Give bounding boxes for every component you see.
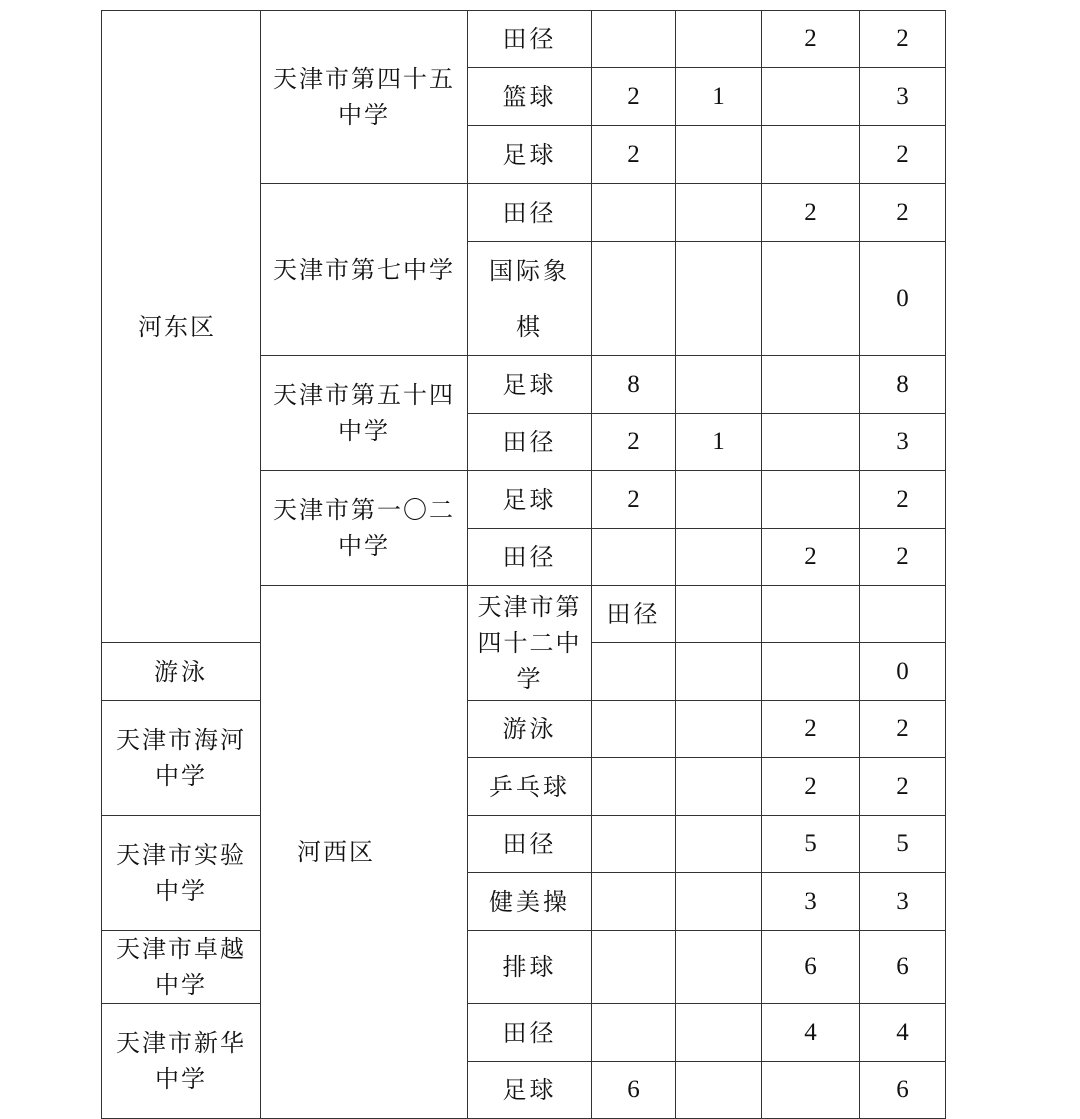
- total-cell: 2: [860, 701, 946, 758]
- count-cell-3: [762, 68, 860, 126]
- count-cell-1: [592, 931, 676, 1004]
- count-cell-2: [676, 529, 762, 586]
- sport-cell: 田径: [468, 414, 592, 471]
- table-row: [102, 816, 946, 873]
- total-cell: 8: [860, 356, 946, 414]
- count-cell-2: [676, 758, 762, 816]
- sport-cell: 田径: [468, 184, 592, 242]
- district-cell: 河西区: [261, 586, 468, 1119]
- sport-cell: 健美操: [468, 873, 592, 931]
- count-cell-1: 6: [592, 1062, 676, 1119]
- count-cell-1: [592, 184, 676, 242]
- sport-cell: 田径: [468, 816, 592, 873]
- total-cell: 3: [860, 414, 946, 471]
- count-cell-3: [762, 356, 860, 414]
- count-cell-3: [860, 586, 946, 643]
- school-name-cell: 天津市第五十四中学: [261, 356, 468, 471]
- count-cell-1: 8: [592, 356, 676, 414]
- total-cell: 3: [860, 68, 946, 126]
- school-name-cell: 天津市新华中学: [102, 1004, 261, 1119]
- school-name-cell: 天津市第七中学: [261, 184, 468, 356]
- school-name-cell: 天津市第四十五中学: [261, 11, 468, 184]
- count-cell-3: [762, 126, 860, 184]
- sport-cell: 田径: [468, 11, 592, 68]
- count-cell-1: [592, 11, 676, 68]
- table-row: [102, 1004, 946, 1062]
- school-name-cell: 天津市海河中学: [102, 701, 261, 816]
- total-cell: 4: [860, 1004, 946, 1062]
- total-cell: 0: [860, 643, 946, 701]
- count-cell-1: [592, 873, 676, 931]
- count-cell-1: [592, 701, 676, 758]
- count-cell-2: [676, 816, 762, 873]
- total-cell: 2: [860, 184, 946, 242]
- sport-cell: 足球: [468, 471, 592, 529]
- count-cell-3: 2: [762, 184, 860, 242]
- count-cell-3: [762, 242, 860, 356]
- total-cell: 6: [860, 931, 946, 1004]
- count-cell-2: [676, 126, 762, 184]
- count-cell-1: 2: [592, 414, 676, 471]
- count-cell-1: 2: [592, 126, 676, 184]
- total-cell: 2: [860, 758, 946, 816]
- count-cell-2: [676, 11, 762, 68]
- total-cell: 2: [860, 471, 946, 529]
- total-cell: 6: [860, 1062, 946, 1119]
- count-cell-1: 2: [592, 68, 676, 126]
- sport-cell: 田径: [592, 586, 676, 643]
- count-cell-3: 2: [762, 758, 860, 816]
- total-cell: 2: [860, 126, 946, 184]
- count-cell-2: [676, 1004, 762, 1062]
- sport-cell: 田径: [468, 529, 592, 586]
- count-cell-3: 2: [762, 529, 860, 586]
- sport-cell: 排球: [468, 931, 592, 1004]
- district-cell: 河东区: [102, 11, 261, 643]
- count-cell-3: 5: [762, 816, 860, 873]
- count-cell-3: 4: [762, 1004, 860, 1062]
- count-cell-2: [676, 356, 762, 414]
- count-cell-1: [592, 816, 676, 873]
- count-cell-1: [592, 242, 676, 356]
- count-cell-2: [676, 643, 762, 701]
- count-cell-1: [676, 586, 762, 643]
- count-cell-3: 6: [762, 931, 860, 1004]
- count-cell-1: 2: [592, 471, 676, 529]
- count-cell-2: [676, 931, 762, 1004]
- school-name-cell: 天津市第一〇二中学: [261, 471, 468, 586]
- count-cell-2: [676, 471, 762, 529]
- count-cell-2: 1: [676, 68, 762, 126]
- total-cell: 2: [860, 529, 946, 586]
- table-row: [102, 701, 946, 758]
- count-cell-2: [676, 701, 762, 758]
- total-cell: 3: [860, 873, 946, 931]
- count-cell-3: 3: [762, 873, 860, 931]
- count-cell-2: [676, 242, 762, 356]
- sport-cell: 游泳: [102, 643, 261, 701]
- sport-cell: 国际象棋: [468, 242, 592, 356]
- count-cell-1: [592, 1004, 676, 1062]
- sport-cell: 乒乓球: [468, 758, 592, 816]
- count-cell-2: [676, 873, 762, 931]
- count-cell-3: [762, 471, 860, 529]
- count-cell-1: [592, 643, 676, 701]
- count-cell-3: 2: [762, 701, 860, 758]
- count-cell-1: [592, 758, 676, 816]
- count-cell-2: 1: [676, 414, 762, 471]
- count-cell-2: [762, 586, 860, 643]
- count-cell-3: [762, 1062, 860, 1119]
- count-cell-3: [762, 643, 860, 701]
- total-cell: 2: [860, 11, 946, 68]
- table-row: [102, 931, 946, 1004]
- count-cell-3: 2: [762, 11, 860, 68]
- sport-cell: 足球: [468, 1062, 592, 1119]
- table-row: [102, 11, 946, 68]
- sport-cell: 田径: [468, 1004, 592, 1062]
- count-cell-3: [762, 414, 860, 471]
- admissions-table: [101, 10, 946, 1119]
- sport-cell: 足球: [468, 356, 592, 414]
- school-name-cell: 天津市卓越中学: [102, 931, 261, 1004]
- sport-cell: 游泳: [468, 701, 592, 758]
- school-name-cell: 天津市第四十二中学: [468, 586, 592, 701]
- sport-cell: 足球: [468, 126, 592, 184]
- count-cell-2: [676, 1062, 762, 1119]
- school-name-cell: 天津市实验中学: [102, 816, 261, 931]
- total-cell: 5: [860, 816, 946, 873]
- count-cell-2: [676, 184, 762, 242]
- total-cell: 0: [860, 242, 946, 356]
- sport-cell: 篮球: [468, 68, 592, 126]
- count-cell-1: [592, 529, 676, 586]
